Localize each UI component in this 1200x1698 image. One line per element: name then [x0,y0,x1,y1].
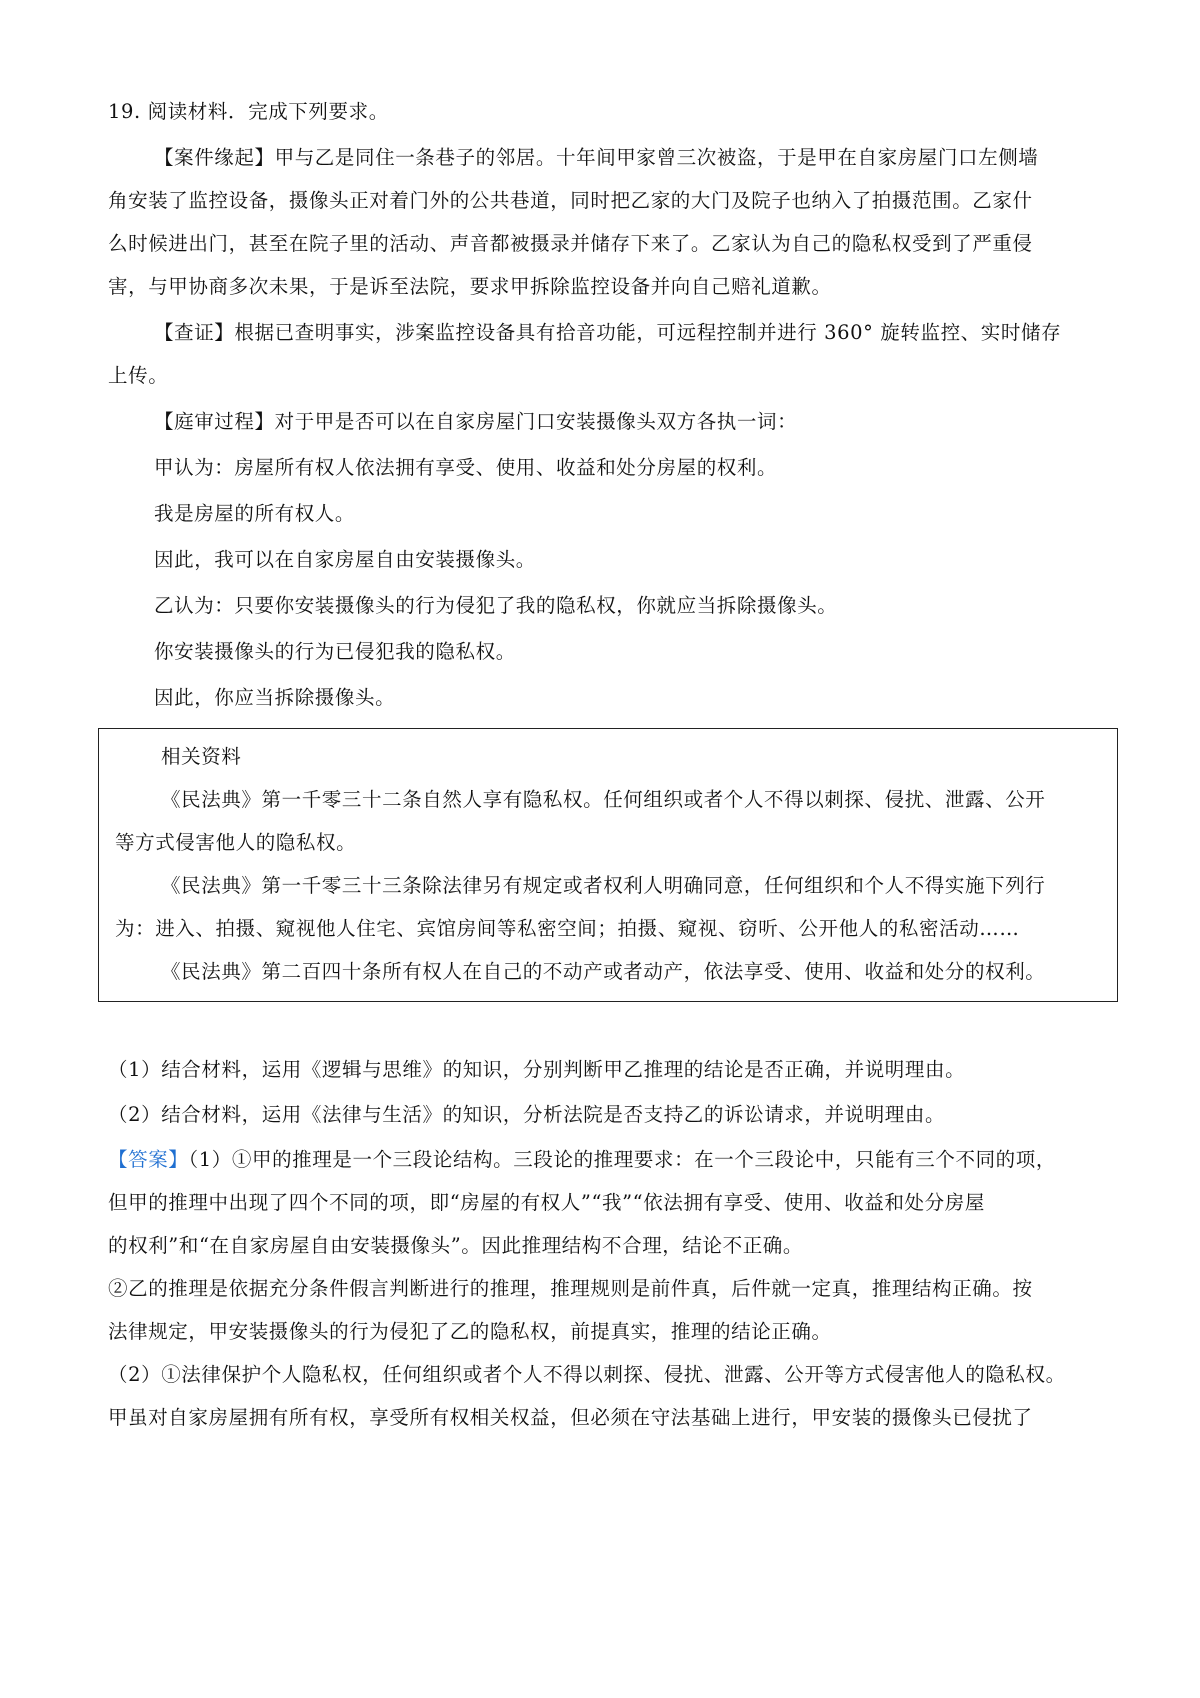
answer-label: 【答案】 [108,1148,189,1171]
article-240-line: 《民法典》第二百四十条所有权人在自己的不动产或者动产，依法享受、使用、收益和处分的权利。 [161,960,1046,983]
answer-line: 的权利”和“在自家房屋自由安装摄像头”。因此推理结构不合理，结论不正确。 [108,1234,804,1257]
jia-argument-line: 我是房屋的所有权人。 [154,502,356,525]
answer-text: （1）①甲的推理是一个三段论结构。三段论的推理要求：在一个三段论中，只能有三个不同的项， [188,1148,1056,1171]
article-1032-line: 等方式侵害他人的隐私权。 [115,831,357,854]
reference-heading: 相关资料 [161,745,242,768]
answer-line: 但甲的推理中出现了四个不同的项，即“房屋的有权人”“我”“依法拥有享受、使用、收益和处分房屋 [108,1191,985,1214]
question-title: 19. 阅读材料．完成下列要求。 [108,100,389,123]
jia-argument-line: 甲认为：房屋所有权人依法拥有享受、使用、收益和处分房屋的权利。 [154,456,778,479]
yi-argument-line: 你安装摄像头的行为已侵犯我的隐私权。 [154,640,516,663]
answer-line: ②乙的推理是依据充分条件假言判断进行的推理，推理规则是前件真，后件就一定真，推理结构正确。按 [108,1277,1033,1300]
answer-line: （2）①法律保护个人隐私权，任何组织或者个人不得以刺探、侵扰、泄露、公开等方式侵害他人的隐私权。 [108,1363,1066,1386]
verification [108,317,1092,391]
verification-line: 上传。 [108,364,169,387]
sub-question-2: （2）结合材料，运用《法律与生活》的知识，分析法院是否支持乙的诉讼请求，并说明理由。 [108,1103,946,1126]
yi-argument-line: 因此，你应当拆除摄像头。 [154,686,396,709]
jia-argument-line: 因此，我可以在自家房屋自由安装摄像头。 [154,548,536,571]
answer-first-line [108,1144,1092,1175]
answer-line: 甲虽对自家房屋拥有所有权，享受所有权相关权益，但必须在守法基础上进行，甲安装的摄像头已侵扰了 [108,1406,1033,1429]
case-origin-line: 角安装了监控设备，摄像头正对着门外的公共巷道，同时把乙家的大门及院子也纳入了拍摄范围。乙家什 [108,189,1033,212]
yi-argument-line: 乙认为：只要你安装摄像头的行为侵犯了我的隐私权，你就应当拆除摄像头。 [154,594,838,617]
article-1033-line: 为：进入、拍摄、窥视他人住宅、宾馆房间等私密空间；拍摄、窥视、窃听、公开他人的私密活动…… [115,917,1020,940]
reference-box [98,728,1118,1002]
sub-question-1: （1）结合材料，运用《逻辑与思维》的知识，分别判断甲乙推理的结论是否正确，并说明理由。 [108,1058,966,1081]
answer-section [108,1144,1092,1433]
sub-questions [108,1054,1092,1130]
case-origin-line: 害，与甲协商多次未果，于是诉至法院，要求甲拆除监控设备并向自己赔礼道歉。 [108,275,832,298]
case-origin-line: 么时候进出门，甚至在院子里的活动、声音都被摄录并储存下来了。乙家认为自己的隐私权受到了严重侵 [108,232,1033,255]
case-origin [108,142,1092,302]
case-origin-line: 【案件缘起】甲与乙是同住一条巷子的邻居。十年间甲家曾三次被盗，于是甲在自家房屋门口左侧墙 [154,146,1039,169]
answer-line: 法律规定，甲安装摄像头的行为侵犯了乙的隐私权，前提真实，推理的结论正确。 [108,1320,832,1343]
verification-line: 【查证】根据已查明事实，涉案监控设备具有拾音功能，可远程控制并进行 360° 旋转监控、实时储存 [154,321,1062,344]
article-1033-line: 《民法典》第一千零三十三条除法律另有规定或者权利人明确同意，任何组织和个人不得实施下列行 [161,874,1046,897]
article-1032-line: 《民法典》第一千零三十二条自然人享有隐私权。任何组织或者个人不得以刺探、侵扰、泄露、公开 [161,788,1046,811]
trial-intro: 【庭审过程】对于甲是否可以在自家房屋门口安装摄像头双方各执一词： [154,410,798,433]
